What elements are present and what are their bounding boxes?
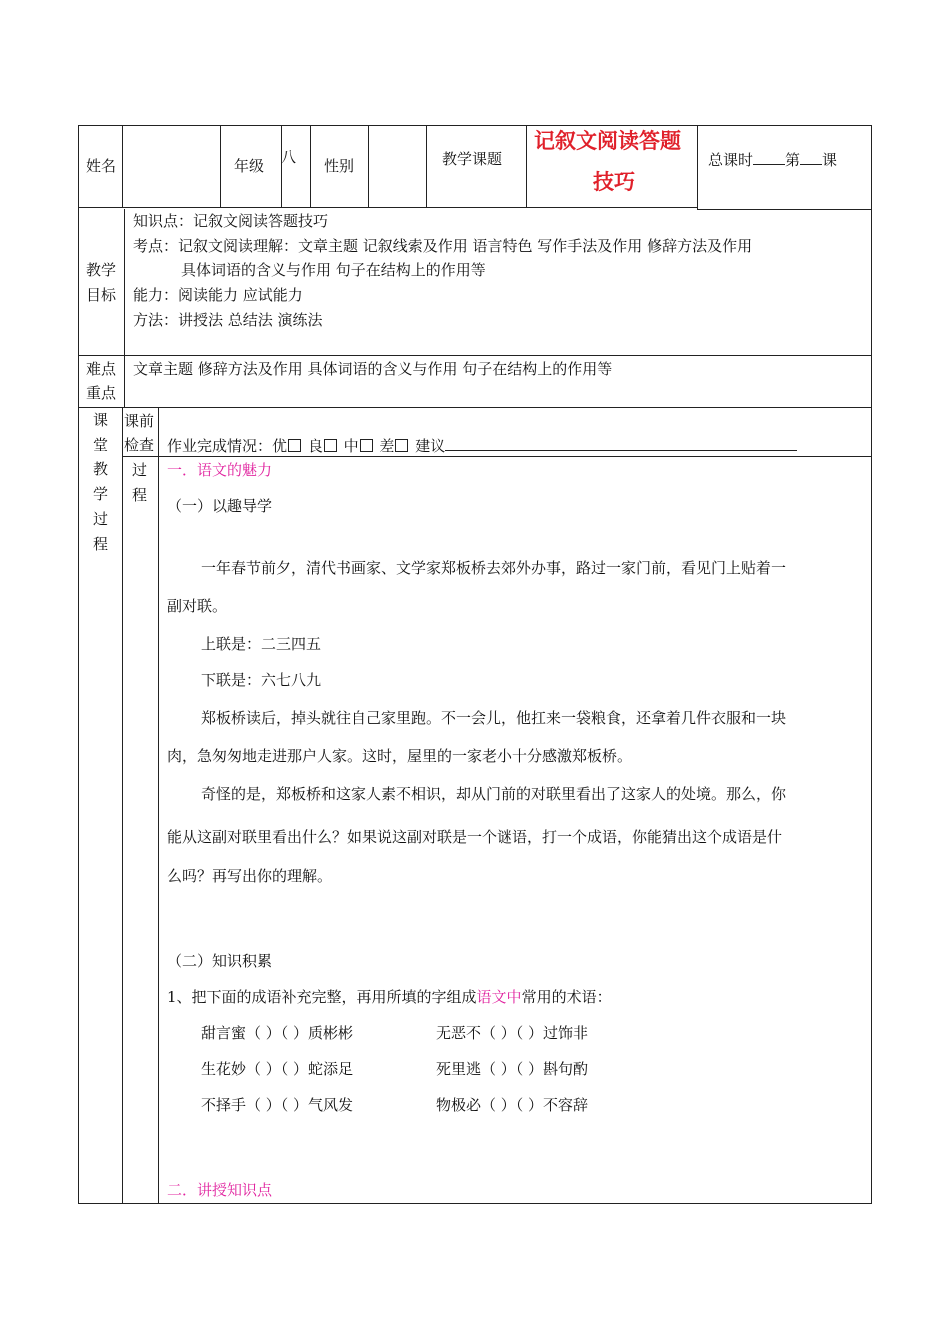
- goals-exam-line1: 考点：记叙文阅读理解：文章主题 记叙线索及作用 语言特色 写作手法及作用 修辞方法及作用: [133, 237, 753, 255]
- suggest-blank[interactable]: [445, 434, 797, 451]
- topic-label: 教学课题: [442, 150, 503, 168]
- grade-label: 年级: [234, 157, 265, 175]
- topic-title-line2: 技巧: [593, 170, 635, 194]
- poor-checkbox[interactable]: [395, 439, 408, 452]
- p3-line2: 能从这副对联里看出什么？如果说这副对联是一个谜语，打一个成语，你能猜出这个成语是什: [167, 828, 783, 846]
- idiom-item: 甜言蜜（ ）（ ）质彬彬: [201, 1024, 354, 1042]
- process-label-char: 教: [93, 460, 109, 478]
- topic-title-line1: 记叙文阅读答题: [534, 129, 681, 153]
- process-label-char: 学: [93, 485, 109, 503]
- p3-line3: 么吗？再写出你的理解。: [167, 867, 333, 885]
- grade-value: 八: [281, 148, 297, 166]
- idiom-item: 物极必（ ）（ ）不容辞: [436, 1096, 589, 1114]
- couplet-lower: 下联是：六七八九: [201, 671, 322, 689]
- sub2-title: （二）知识积累: [167, 952, 273, 970]
- name-label: 姓名: [86, 157, 117, 175]
- option-good: 良: [307, 437, 323, 455]
- difficulty-label-line1: 难点: [86, 360, 117, 378]
- total-hours-prefix: 总课时: [708, 151, 754, 169]
- precheck-label-line1: 课前: [124, 412, 155, 430]
- idiom-item: 生花妙（ ）（ ）蛇添足: [201, 1060, 354, 1078]
- goals-label-line1: 教学: [86, 261, 117, 279]
- total-hours: [708, 148, 837, 171]
- option-excellent: 优: [272, 437, 288, 455]
- difficulty-content: 文章主题 修辞方法及作用 具体词语的含义与作用 句子在结构上的作用等: [133, 360, 613, 378]
- p1-line2: 副对联。: [167, 597, 228, 615]
- q1-highlight: 语文中: [476, 988, 522, 1006]
- lesson-di: 第: [785, 151, 801, 169]
- idiom-item: 不择手（ ）（ ）气风发: [201, 1096, 354, 1114]
- goals-label-line2: 目标: [86, 286, 117, 304]
- suggest-label: 建议: [415, 437, 446, 455]
- guocheng-label-line1: 过: [132, 461, 148, 479]
- excellent-checkbox[interactable]: [288, 439, 301, 452]
- goals-ability: 能力：阅读能力 应试能力: [133, 286, 303, 304]
- couplet-upper: 上联是：二三四五: [201, 635, 322, 653]
- process-label-char: 程: [93, 535, 109, 553]
- idiom-item: 死里逃（ ）（ ）斟句酌: [436, 1060, 589, 1078]
- p3-line1: 奇怪的是，郑板桥和这家人素不相识，却从门前的对联里看出了这家人的处境。那么，你: [201, 785, 787, 803]
- goals-knowledge: 知识点：记叙文阅读答题技巧: [133, 212, 329, 230]
- q1-suffix: 常用的术语：: [521, 988, 612, 1006]
- p1-line1: 一年春节前夕，清代书画家、文学家郑板桥去郊外办事，路过一家门前，看见门上贴着一: [201, 559, 787, 577]
- q1-prefix: 1、把下面的成语补充完整，再用所填的字组成: [167, 988, 477, 1006]
- option-poor: 差: [379, 437, 395, 455]
- goals-exam-line2: 具体词语的含义与作用 句子在结构上的作用等: [181, 261, 486, 279]
- sub1-title: （一）以趣导学: [167, 497, 273, 515]
- good-checkbox[interactable]: [324, 439, 337, 452]
- medium-checkbox[interactable]: [360, 439, 373, 452]
- section1-title: 一．语文的魅力: [167, 461, 273, 479]
- homework-prefix: 作业完成情况：: [167, 437, 273, 455]
- gender-label: 性别: [324, 157, 355, 175]
- idiom-item: 无恶不（ ）（ ）过饰非: [436, 1024, 589, 1042]
- precheck-label-line2: 检查: [124, 436, 155, 454]
- process-label-char: 堂: [93, 436, 109, 454]
- difficulty-label-line2: 重点: [86, 384, 117, 402]
- homework-status: [167, 434, 797, 457]
- guocheng-label-line2: 程: [132, 486, 148, 504]
- question-1: [167, 986, 612, 1008]
- total-hours-blank: [753, 148, 785, 165]
- process-label-char: 过: [93, 510, 109, 528]
- process-label-char: 课: [93, 411, 109, 429]
- lesson-number-blank: [800, 148, 822, 165]
- p2-line2: 肉，急匆匆地走进那户人家。这时，屋里的一家老小十分感激郑板桥。: [167, 747, 633, 765]
- option-medium: 中: [343, 437, 359, 455]
- lesson-ke: 课: [822, 151, 838, 169]
- section2-title: 二．讲授知识点: [167, 1181, 273, 1199]
- goals-method: 方法：讲授法 总结法 演练法: [133, 311, 323, 329]
- p2-line1: 郑板桥读后，掉头就往自己家里跑。不一会儿，他扛来一袋粮食，还拿着几件衣服和一块: [201, 709, 787, 727]
